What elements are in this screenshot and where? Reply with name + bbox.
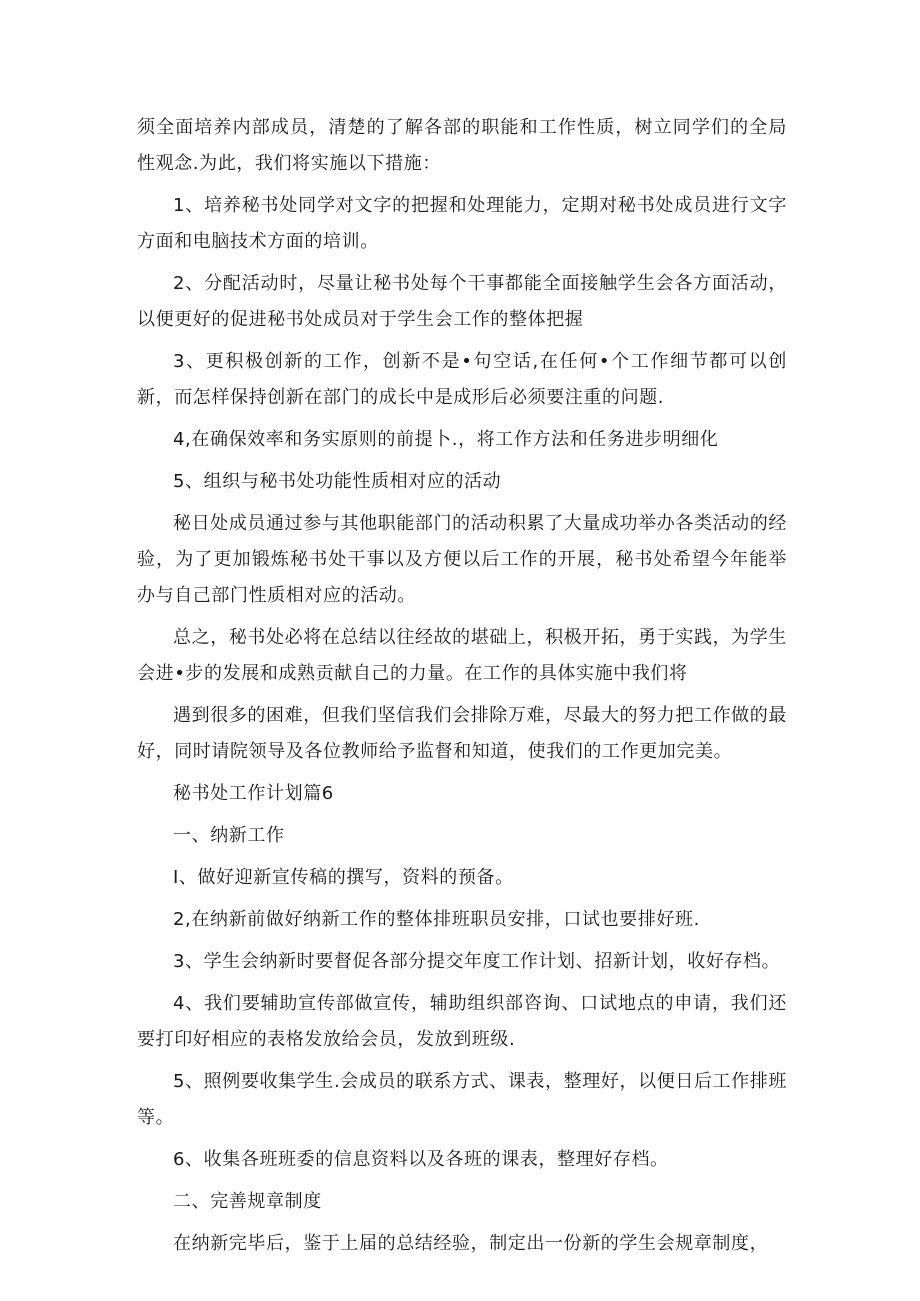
section-heading: 一、纳新工作 bbox=[173, 825, 285, 846]
list-item-3: 3、学生会纳新时要督促各部分提交年度工作计划、招新计划，收好存档。 bbox=[173, 951, 781, 972]
list-item-6: 6、收集各班班委的信息资料以及各班的课表，整理好存档。 bbox=[173, 1149, 669, 1170]
list-item-4: 4,在确保效率和务实原则的前提卜.，将工作方法和任务进步明细化 bbox=[173, 429, 719, 450]
list-item-4: 4、我们要辅助宣传部做宣传，辅助组织部咨询、口试地点的申请，我们还要打印好相应的表格发放给会员，发放到班级. bbox=[137, 993, 787, 1050]
paragraph: 遇到很多的困难，但我们坚信我们会排除万难，尽最大的努力把工作做的最好，同时请院领导及各位教师给予监督和知道，使我们的工作更加完美。 bbox=[137, 705, 787, 762]
paragraph: 秘日处成员通过参与其他职能部门的活动积累了大量成功举办各类活动的经验，为了更加锻炼秘书处干事以及方便以后工作的开展，秘书处希望今年能举办与自己部门性质相对应的活动。 bbox=[137, 513, 787, 606]
document-body bbox=[137, 110, 787, 1268]
paragraph: 总之，秘书处必将在总结以往经故的堪础上，积极开拓，勇于实践，为学生会进•步的发展和成熟贡献自己的力量。在工作的具体实施中我们将 bbox=[137, 627, 787, 684]
list-item-2: 2、分配活动时，尽量让秘书处每个干事都能全面接触学生会各方面活动，以便更好的促进秘书处成员对于学生会工作的整体把握 bbox=[137, 273, 787, 330]
list-item-3: 3、更积极创新的工作，创新不是•句空话,在任何•个工作细节都可以创新，而怎样保持创新在部门的成长中是成形后必须要注重的问题. bbox=[137, 351, 787, 408]
list-item-2: 2,在纳新前做好纳新工作的整体排班职员安排，口试也要排好班. bbox=[173, 909, 700, 930]
list-item-1: 1、培养秘书处同学对文字的把握和处理能力，定期对秘书处成员进行文字方面和电脑技术方面的培训。 bbox=[137, 195, 787, 252]
paragraph: 须全面培养内部成员，清楚的了解各部的职能和工作性质，树立同学们的全局性观念.为此，我们将实施以下措施： bbox=[137, 117, 787, 174]
paragraph: 在纳新完毕后，鉴于上届的总结经验，制定出一份新的学生会规章制度， bbox=[173, 1233, 769, 1254]
list-item-5: 5、组织与秘书处功能性质相对应的活动 bbox=[173, 471, 502, 492]
section-title: 秘书处工作计划篇6 bbox=[173, 783, 334, 804]
list-item-5: 5、照例要收集学生.会成员的联系方式、课表，整理好，以便日后工作排班等。 bbox=[137, 1071, 787, 1128]
section-heading: 二、完善规章制度 bbox=[173, 1191, 322, 1212]
list-item-1: I、做好迎新宣传稿的撰写，资料的预备。 bbox=[173, 867, 514, 888]
